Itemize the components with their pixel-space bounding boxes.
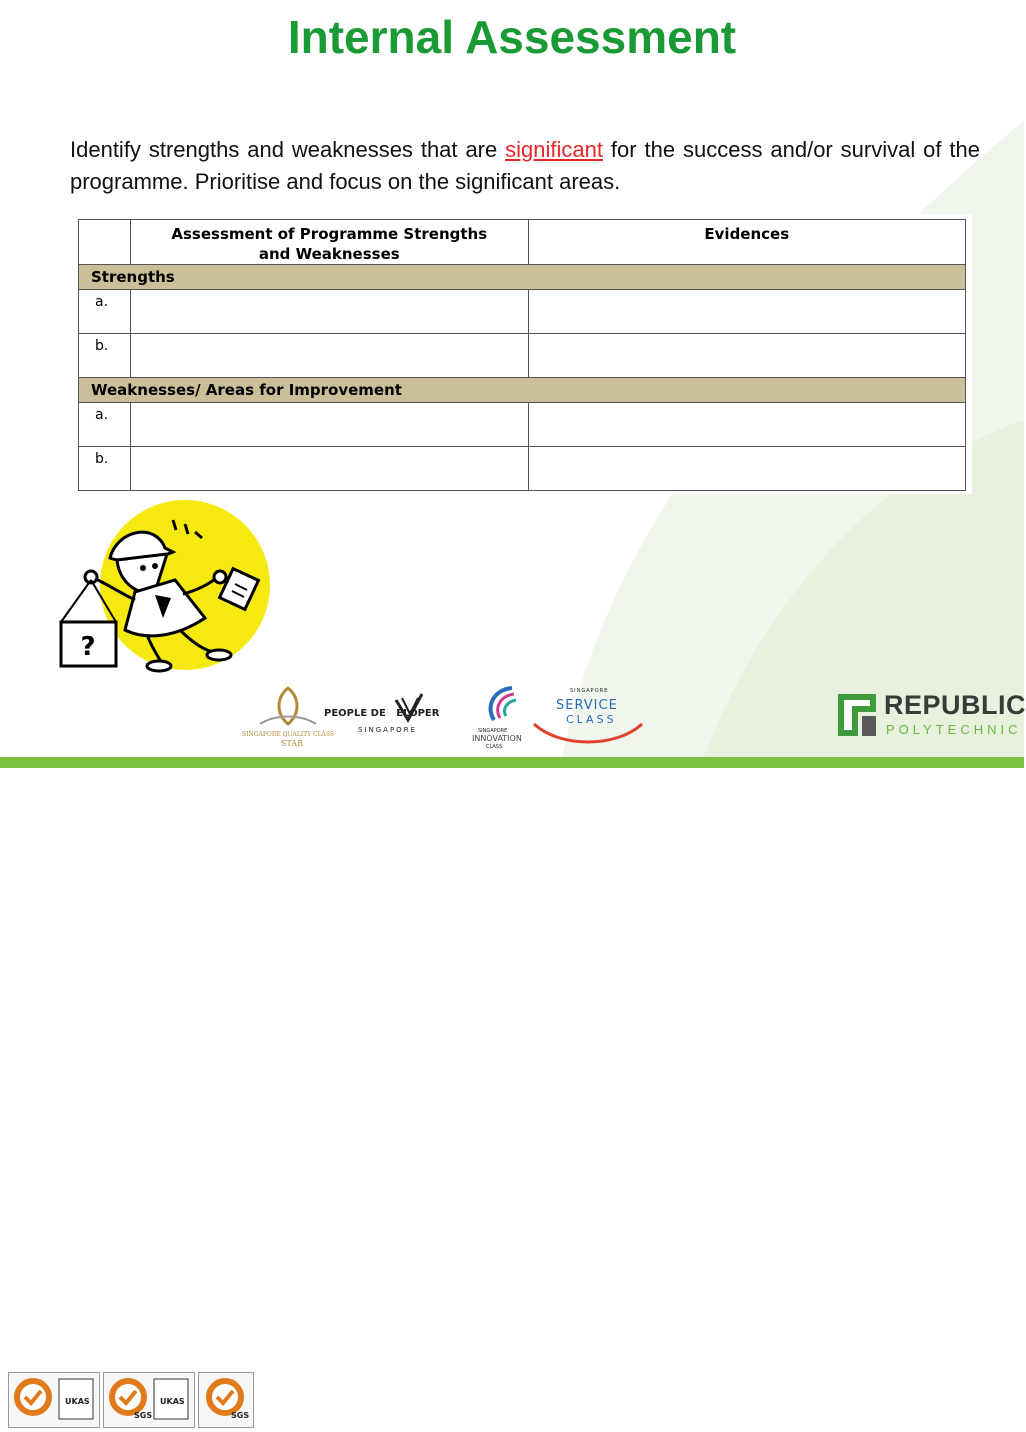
innovation-class-logo — [472, 684, 530, 752]
assessment-cell[interactable] — [130, 334, 528, 378]
section-row-weaknesses — [79, 378, 966, 403]
intro-highlight: significant — [505, 137, 603, 162]
header-assessment — [130, 220, 528, 265]
row-label: b. — [79, 334, 131, 378]
table-row — [79, 290, 966, 334]
ukas-label: UKAS — [160, 1397, 185, 1406]
innovation-swirl-icon — [482, 684, 520, 724]
sgs-ukas-cert-logo-1 — [8, 1372, 100, 1428]
people-developer-logo — [322, 692, 467, 742]
service-swoosh-icon — [530, 718, 646, 746]
service-class-logo — [530, 688, 646, 748]
row-label: a. — [79, 403, 131, 447]
assessment-table — [78, 219, 966, 491]
table-header-row — [79, 220, 966, 265]
republic-text: REPUBLIC — [884, 690, 1026, 720]
assessment-cell[interactable] — [130, 447, 528, 491]
sgs-cert-logo — [198, 1372, 254, 1428]
sgs-label: SGS — [231, 1411, 250, 1420]
star-text: STAR — [280, 739, 304, 748]
row-label: b. — [79, 447, 131, 491]
people-developer-mark-icon — [394, 692, 424, 722]
evidence-cell[interactable] — [528, 334, 965, 378]
innovation-top: SINGAPORE — [478, 728, 508, 734]
service-line1: SERVICE — [556, 698, 618, 713]
assessment-cell[interactable] — [130, 290, 528, 334]
header-evidences-label: Evidences — [704, 225, 790, 243]
table-row — [79, 447, 966, 491]
people-developer-sub: SINGAPORE — [358, 726, 417, 734]
innovation-sub: CLASS — [486, 744, 503, 750]
detective-cartoon — [55, 500, 285, 680]
sgs-label: SGS — [134, 1411, 153, 1420]
people-developer-text: PEOPLE DE ELOPER — [324, 708, 440, 719]
intro-text-after: for the success and/or survival of the programme. Prioritise and focus on the significant areas. — [70, 137, 980, 194]
table-row — [79, 403, 966, 447]
republic-polytechnic-mark-icon — [836, 690, 880, 740]
intro-text-before: Identify strengths and weaknesses that are — [70, 137, 506, 162]
intro-paragraph — [70, 134, 980, 198]
evidence-cell[interactable] — [528, 447, 965, 491]
assessment-cell[interactable] — [130, 403, 528, 447]
quality-class-logo — [242, 684, 334, 750]
header-assessment-label: Assessment of Programme Strengths and Weaknesses — [171, 225, 488, 263]
section-title: Strengths — [79, 265, 966, 290]
evidence-cell[interactable] — [528, 290, 965, 334]
logo-strip — [0, 680, 1026, 1420]
innovation-text: INNOVATION — [472, 734, 522, 743]
bottom-green-bar — [0, 757, 1024, 768]
slide-title: Internal Assessment — [287, 11, 737, 63]
question-mark: ? — [80, 632, 96, 662]
row-label: a. — [79, 290, 131, 334]
polytechnic-text: POLYTECHNIC — [886, 722, 1022, 737]
section-title: Weaknesses/ Areas for Improvement — [79, 378, 966, 403]
header-blank-cell — [79, 220, 131, 265]
sgs-ukas-cert-logo-2 — [103, 1372, 195, 1428]
table-row — [79, 334, 966, 378]
header-evidences — [528, 220, 965, 265]
assessment-table-container — [74, 214, 972, 494]
service-top: SINGAPORE — [570, 688, 609, 694]
evidence-cell[interactable] — [528, 403, 965, 447]
section-row-strengths — [79, 265, 966, 290]
service-line2: CLASS — [566, 713, 617, 726]
ukas-label: UKAS — [65, 1397, 90, 1406]
quality-class-text: SINGAPORE QUALITY CLASS — [242, 731, 334, 738]
